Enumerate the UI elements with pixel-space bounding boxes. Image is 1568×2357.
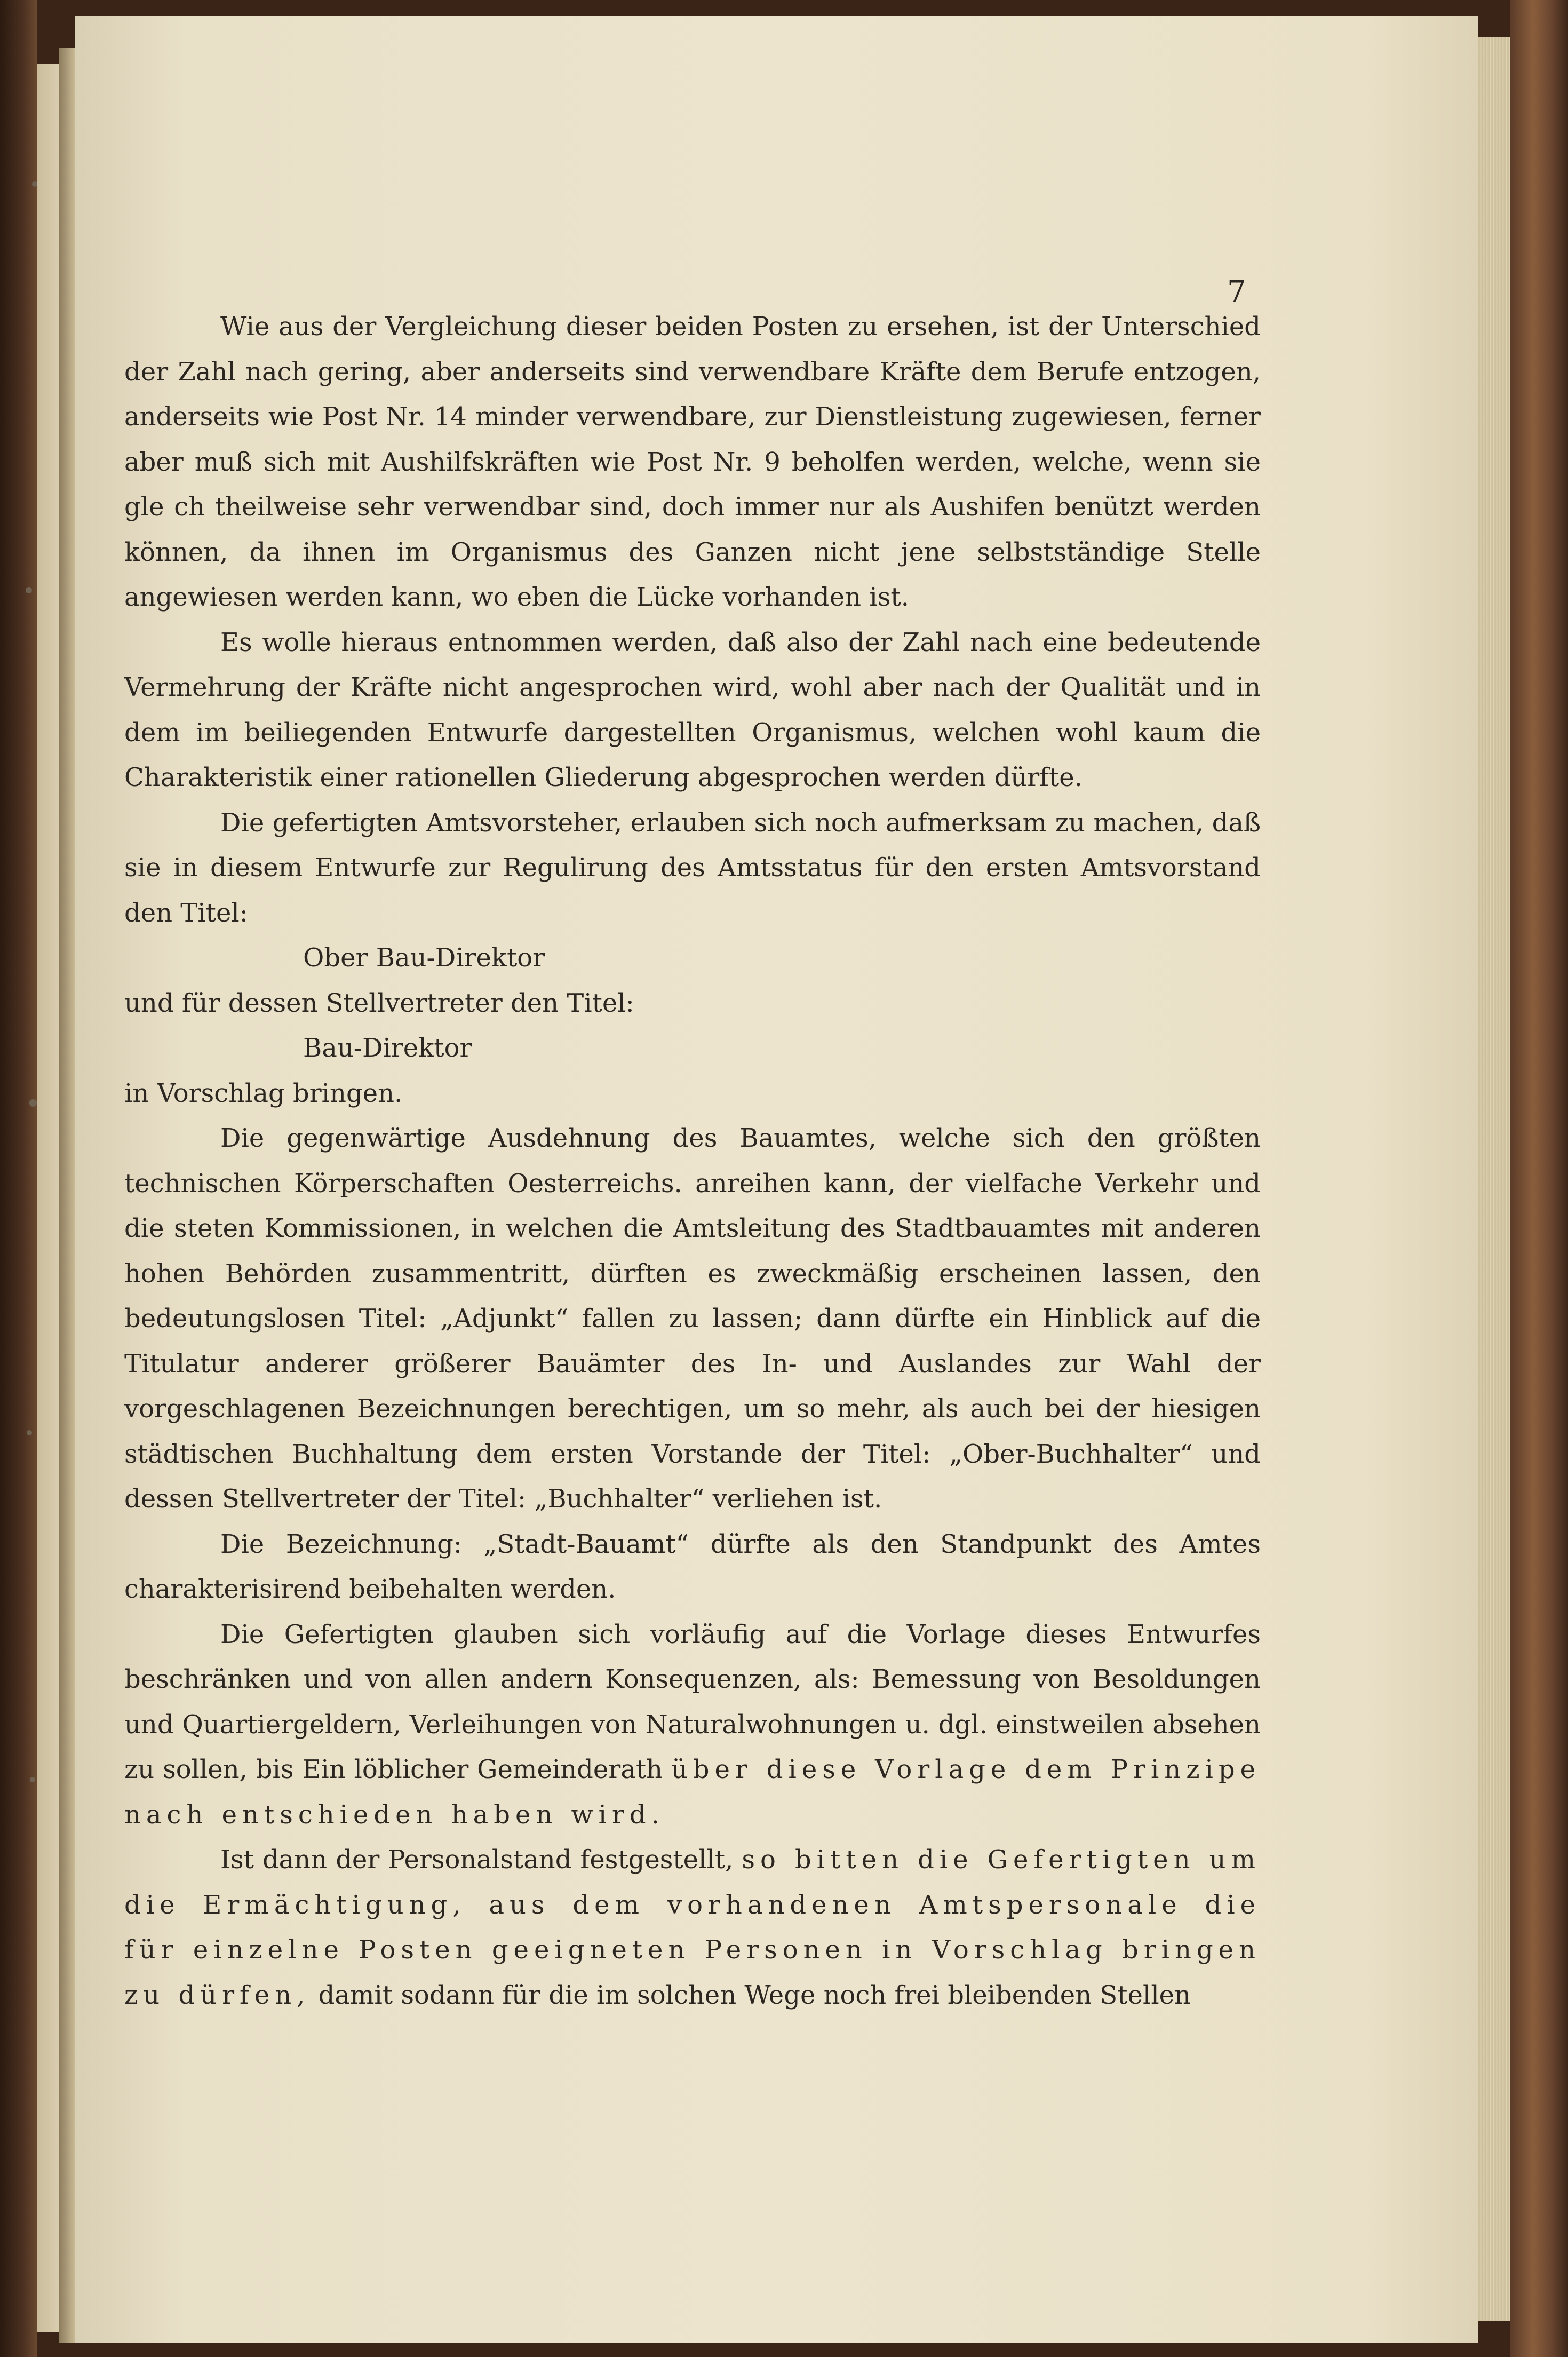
margin-speck — [26, 587, 32, 593]
previous-page-edge — [37, 64, 59, 2332]
paragraph-2: Es wolle hieraus entnommen werden, daß also der Zahl nach eine bedeutende Vermehrung der Kräfte nicht angesprochen wird, wohl aber nach der Qualität und in dem im beiliegenden Entwurfe dargestellten Organismus, welchen wohl kaum die Charakteristik einer rationellen Gliederung abgesprochen werden dürfte. — [124, 627, 1261, 792]
title-bau-direktor: Bau-Direktor — [303, 1033, 472, 1063]
paragraph-1: Wie aus der Vergleichung dieser beiden Posten zu ersehen, ist der Unterschied der Zahl nach gering, aber anderseits sind verwendbare Kräfte dem Berufe entzogen, anderseits wie Post Nr. 14 minder verwendbare, zur Dienstleistung zugewiesen, ferner aber muß sich mit Aushilfskräften wie Post Nr. 9 beholfen werden, welche, wenn sie gle ch theilweise sehr verwendbar sind, doch immer nur als Aushifen benützt werden können, da ihnen im Organismus des Ganzen nicht jene selbstständige Stelle angewiesen werden kann, wo eben die Lücke vorhanden ist. — [124, 312, 1261, 612]
paragraph-7-text-b: damit sodann für die im solchen Wege noch frei bleibenden Stellen — [318, 1980, 1191, 2010]
title-ober-bau-direktor: Ober Bau-Direktor — [303, 943, 545, 973]
paragraph-6-text: Die Gefertigten glauben sich vorläufig auf die Vorlage dieses Entwurfes beschränken und von allen andern Konsequenzen, als: Bemessung von Besoldungen und Quartiergeldern, Verleihungen von Naturalwohnungen u. dgl. einstweilen absehen zu sollen, bis Ein löblicher Gemeinderath — [124, 1619, 1261, 1784]
body-text — [124, 304, 1261, 2018]
paragraph-7-spaced-text: so bitten die Gefertigten um die Ermächtigung, aus dem vorhandenen Amtspersonale die für einzelne Posten geeigneten Personen in Vorschlag bringen zu dürfen, — [124, 1845, 1261, 2010]
paragraph-3-end: in Vorschlag bringen. — [124, 1078, 403, 1108]
paragraph-7-text-a: Ist dann der Personalstand festgestellt, — [220, 1845, 734, 1875]
paragraph-4: Die gegenwärtige Ausdehnung des Bauamtes, welche sich den größten technischen Körperschaften Oesterreichs. anreihen kann, der vielfache Verkehr und die steten Kommissionen, in welchen die Amtsleitung des Stadtbauamtes mit anderen hohen Behörden zusammentritt, dürften es zweckmäßig erscheinen lassen, den bedeutungslosen Titel: „Adjunkt“ fallen zu lassen; dann dürfte ein Hinblick auf die Titulatur anderer größerer Bauämter des In- und Auslandes zur Wahl der vorgeschlagenen Bezeichnungen berechtigen, um so mehr, als auch bei der hiesigen städtischen Buchhaltung dem ersten Vorstande der Titel: „Ober-Buchhalter“ und dessen Stellvertreter der Titel: „Buchhalter“ verliehen ist. — [124, 1123, 1261, 1514]
book-spine — [0, 0, 37, 2357]
book-cover-edge — [1510, 0, 1568, 2357]
page-number: 7 — [1227, 275, 1246, 309]
page-gutter — [59, 48, 75, 2343]
paragraph-3-continued: und für dessen Stellvertreter den Titel: — [124, 988, 634, 1018]
paragraph-5: Die Bezeichnung: „Stadt-Bauamt“ dürfte als den Standpunkt des Amtes charakterisirend beibehalten werden. — [124, 1529, 1261, 1604]
paragraph-3: Die gefertigten Amtsvorsteher, erlauben sich noch aufmerksam zu machen, daß sie in diesem Entwurfe zur Regulirung des Amtsstatus für den ersten Amtsvorstand den Titel: — [124, 807, 1261, 928]
page-edges — [1478, 37, 1510, 2321]
margin-speck — [30, 1777, 35, 1782]
paragraph-6-spaced-text: über diese Vorlage dem Prinzipe nach entschieden haben wird. — [124, 1755, 1261, 1830]
margin-speck — [29, 1099, 37, 1107]
margin-speck — [27, 1430, 32, 1435]
margin-speck — [32, 181, 37, 187]
paragraph-7 — [124, 1837, 1261, 2018]
paragraph-6 — [124, 1612, 1261, 1838]
